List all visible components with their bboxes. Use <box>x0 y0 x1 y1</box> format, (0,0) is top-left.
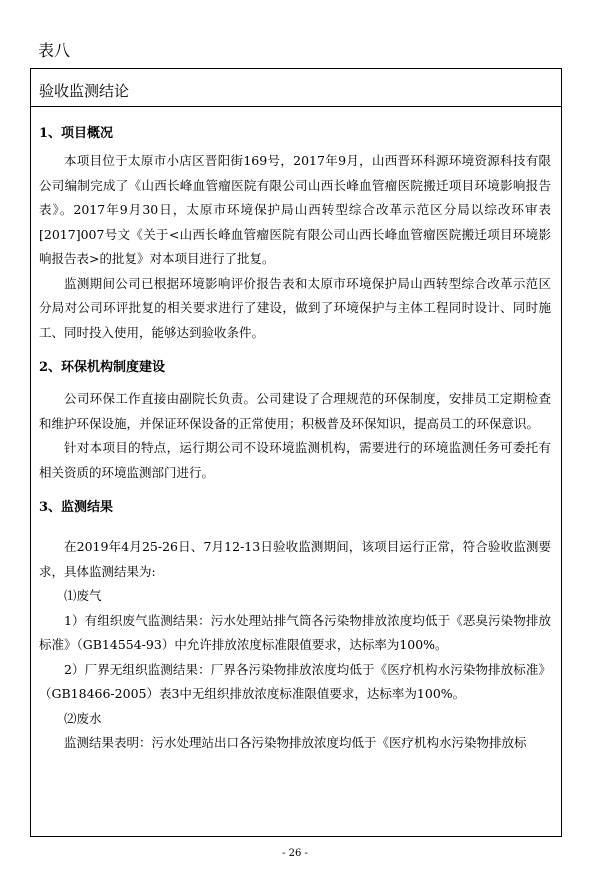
paragraph: 监测期间公司已根据环境影响评价报告表和太原市环境保护局山西转型综合改革示范区分局对公司环评批复的相关要求进行了建设，做到了环境保护与主体工程同时设计、同时施工、同时投入使用，能够达到验收条件。 <box>39 275 551 340</box>
section-heading-results: 3、监测结果 <box>39 500 114 515</box>
subsection-label-waste-gas: ⑴废气 <box>64 588 102 603</box>
paragraph: 公司环保工作直接由副院长负责。公司建设了合理规范的环保制度，安排员工定期检查和维护环保设施，并保证环保设备的正常使用；积极普及环保知识，提高员工的环保意识。 <box>39 391 551 431</box>
paragraph: 在2019年4月25-26日、7月12-13日验收监测期间，该项目运行正常，符合验收监测要求，具体监测结果为: <box>39 539 551 579</box>
box-title: 验收监测结论 <box>31 69 561 107</box>
paragraph: 1）有组织废气监测结果：污水处理站排气筒各污染物排放浓度均低于《恶臭污染物排放标准》（GB14554-93）中允许排放浓度标准限值要求，达标率为100%。 <box>39 612 551 652</box>
paragraph: 2）厂界无组织监测结果：厂界各污染物排放浓度均低于《医疗机构水污染物排放标准》（GB18466-2005）表3中无组织排放浓度标准限值要求，达标率为100%。 <box>39 661 551 701</box>
subsection-label-waste-water: ⑵废水 <box>64 710 102 726</box>
page-number: - 26 - <box>282 848 308 859</box>
conclusion-box <box>30 68 562 837</box>
box-content <box>31 119 561 756</box>
section-heading-overview: 1、项目概况 <box>39 126 114 141</box>
paragraph: 监测结果表明：污水处理站出口各污染物排放浓度均低于《医疗机构水污染物排放标 <box>64 735 527 750</box>
paragraph: 针对本项目的特点，运行期公司不设环境监测机构，需要进行的环境监测任务可委托有相关资质的环境监测部门进行。 <box>39 440 551 480</box>
table-label: 表八 <box>38 41 71 60</box>
paragraph: 本项目位于太原市小店区晋阳街169号，2017年9月，山西晋环科源环境资源科技有限公司编制完成了《山西长峰血管瘤医院有限公司山西长峰血管瘤医院搬迁项目环境影响报告表》。2017年9月30日，太原市环境保护局山西转型综合改革示范区分局以综改环审表[2017]007号文《关于<山西长峰血管瘤医院有限公司山西长峰血管瘤医院搬迁项目环境影响报告表>的批复》对本项目进行了批复。 <box>39 153 551 266</box>
section-heading-env-system: 2、环保机构制度建设 <box>39 360 166 375</box>
